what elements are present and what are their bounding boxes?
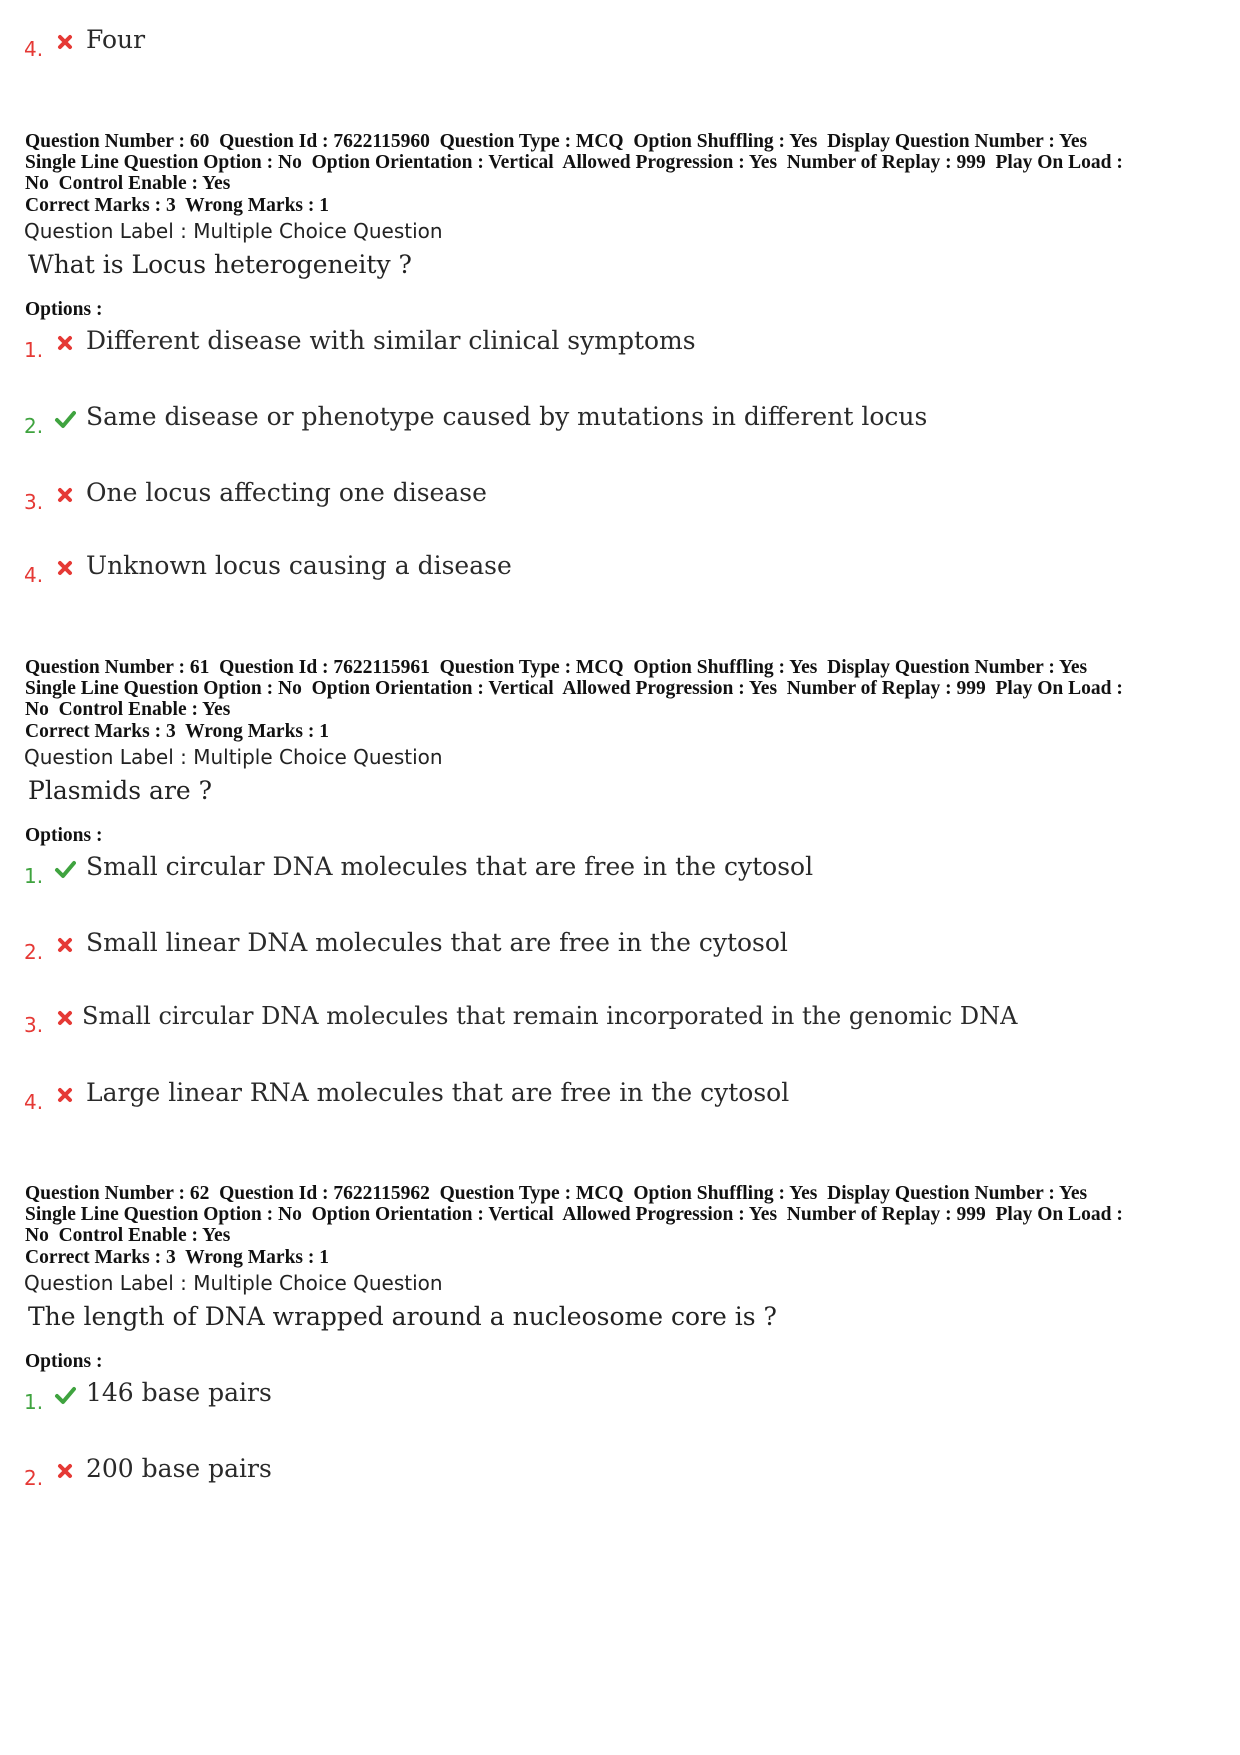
question-marks: Correct Marks : 3 Wrong Marks : 1 [25, 195, 330, 216]
question-marks: Correct Marks : 3 Wrong Marks : 1 [25, 1247, 330, 1268]
option-row [24, 551, 1204, 591]
option-row [24, 402, 1204, 442]
question-meta: Question Number : 61 Question Id : 7622115961 Question Type : MCQ Option Shuffling : Yes Display Question Number : Yes Single Line Question Option : No Option Orientation : Vertical Allowed Progression : Yes Number of Replay : 999 Play On Load : No Control Enable : Yes [25, 657, 1123, 720]
option-text: Small circular DNA molecules that remain incorporated in the genomic DNA [82, 1002, 1018, 1030]
question-label: Question Label : Multiple Choice Question [24, 219, 443, 243]
option-text: Unknown locus causing a disease [86, 551, 512, 580]
option-number: 4. [24, 1090, 44, 1114]
option-text: Different disease with similar clinical symptoms [86, 326, 696, 355]
cross-icon [54, 1007, 76, 1029]
option-text: One locus affecting one disease [86, 478, 487, 507]
option-row [24, 1078, 1204, 1118]
cross-icon [54, 332, 76, 354]
cross-icon [54, 934, 76, 956]
option-text: 146 base pairs [86, 1378, 272, 1407]
check-icon [54, 408, 76, 430]
check-icon [54, 1384, 76, 1406]
option-number: 4. [24, 563, 44, 587]
options-heading: Options : [25, 299, 103, 320]
option-row [24, 478, 1204, 518]
question-label: Question Label : Multiple Choice Question [24, 1271, 443, 1295]
option-row [24, 1378, 1204, 1418]
question-label: Question Label : Multiple Choice Question [24, 745, 443, 769]
cross-icon [54, 1084, 76, 1106]
option-row [24, 25, 1204, 65]
question-meta: Question Number : 62 Question Id : 7622115962 Question Type : MCQ Option Shuffling : Yes Display Question Number : Yes Single Line Question Option : No Option Orientation : Vertical Allowed Progression : Yes Number of Replay : 999 Play On Load : No Control Enable : Yes [25, 1183, 1123, 1246]
option-number: 1. [24, 338, 44, 362]
option-number: 2. [24, 414, 44, 438]
options-heading: Options : [25, 1351, 103, 1372]
option-number: 1. [24, 864, 44, 888]
check-icon [54, 858, 76, 880]
option-row [24, 1001, 1204, 1041]
cross-icon [54, 31, 76, 53]
option-text: Four [86, 25, 146, 54]
option-number: 1. [24, 1390, 44, 1414]
option-number: 2. [24, 1466, 44, 1490]
cross-icon [54, 557, 76, 579]
cross-icon [54, 1460, 76, 1482]
option-text: Small circular DNA molecules that are free in the cytosol [86, 852, 814, 881]
question-text: What is Locus heterogeneity ? [28, 250, 412, 279]
option-row [24, 928, 1204, 968]
option-text: 200 base pairs [86, 1454, 272, 1483]
option-number: 2. [24, 940, 44, 964]
question-text: The length of DNA wrapped around a nucleosome core is ? [28, 1302, 777, 1331]
option-row [24, 326, 1204, 366]
options-heading: Options : [25, 825, 103, 846]
question-meta: Question Number : 60 Question Id : 7622115960 Question Type : MCQ Option Shuffling : Yes Display Question Number : Yes Single Line Question Option : No Option Orientation : Vertical Allowed Progression : Yes Number of Replay : 999 Play On Load : No Control Enable : Yes [25, 131, 1123, 194]
option-row [24, 1454, 1204, 1494]
cross-icon [54, 484, 76, 506]
option-row [24, 852, 1204, 892]
question-marks: Correct Marks : 3 Wrong Marks : 1 [25, 721, 330, 742]
option-number: 3. [24, 1013, 44, 1037]
option-number: 3. [24, 490, 44, 514]
option-text: Small linear DNA molecules that are free in the cytosol [86, 928, 788, 957]
option-number: 4. [24, 37, 44, 61]
option-text: Large linear RNA molecules that are free in the cytosol [86, 1078, 790, 1107]
option-text: Same disease or phenotype caused by mutations in different locus [86, 402, 928, 431]
question-text: Plasmids are ? [28, 776, 213, 805]
